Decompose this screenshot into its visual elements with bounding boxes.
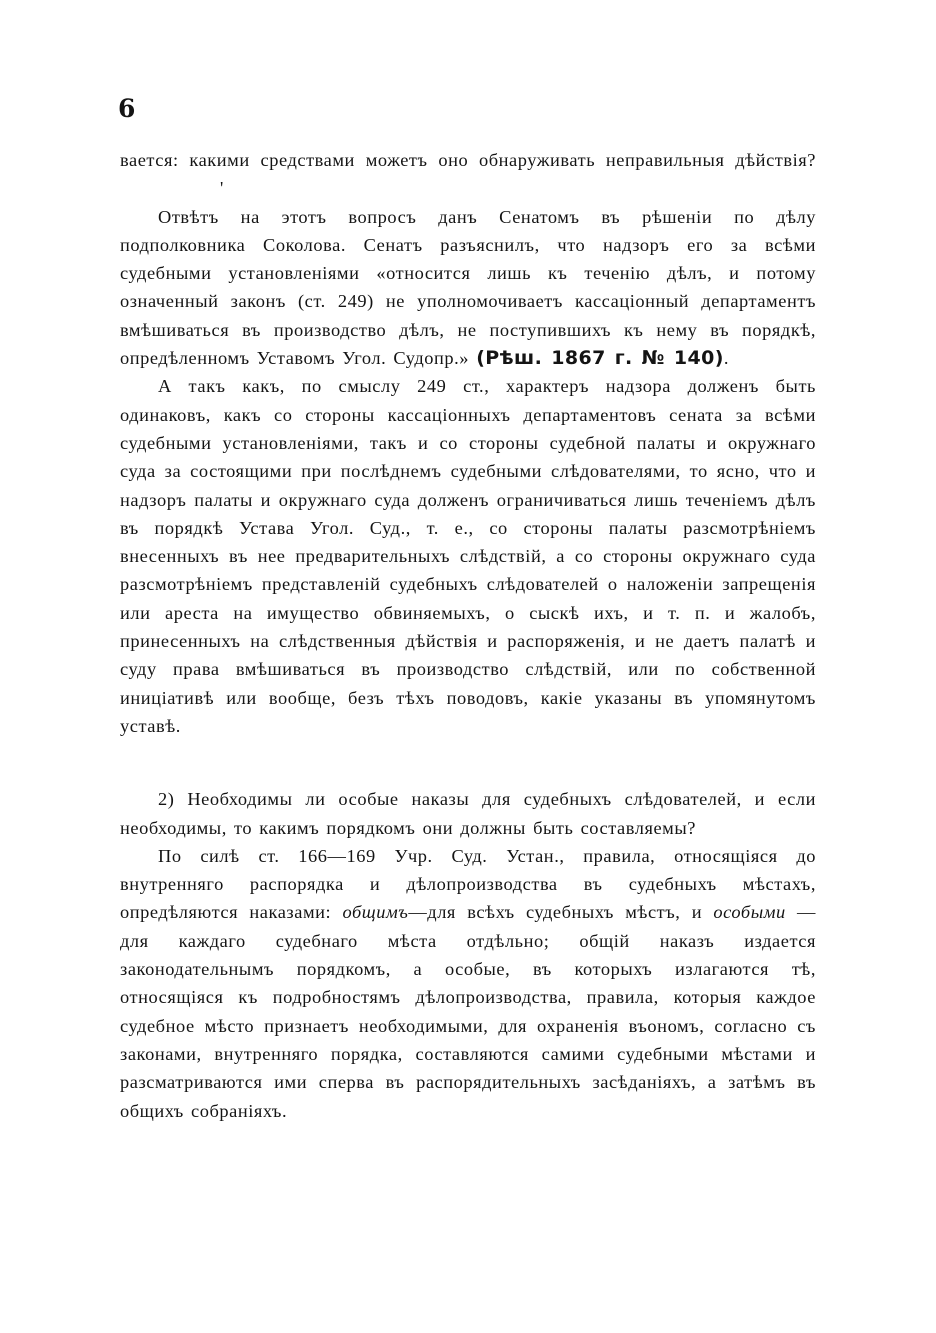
- sentence-end: .: [723, 348, 730, 369]
- supervision-paragraph: А такъ какъ, по смыслу 249 ст., характеръ надзора долженъ быть одинаковъ, какъ со стороны кассаціонныхъ департаментовъ сената за всѣми судебными установленіями, такъ и со стороны судебной палаты и окружнаго суда за состоящими при послѣднемъ судебными слѣдователями, то ясно, что и надзоръ палаты и окружнаго суда долженъ ограничиваться лишь теченіемъ дѣлъ въ порядкѣ Устава Угол. Суд., т. е., со стороны палаты разсмотрѣніемъ внесенныхъ въ нее предварительныхъ слѣдствій, а со стороны окружнаго суда разсмотрѣніемъ представленій судебныхъ слѣдователей о наложеніи запрещенія или ареста на имущество обвиняемыхъ, о сыскѣ ихъ, и т. п. и жалобъ, принесенныхъ на слѣдственныя дѣйствія и распоряженія, и не даетъ палатѣ и суду права вмѣшиваться въ производство слѣдствій, или по собственной иниціативѣ или вообще, безъ тѣхъ поводовъ, какіе указаны въ упомянутомъ уставѣ.: [120, 376, 816, 736]
- senate-answer-text: Отвѣтъ на этотъ вопросъ данъ Сенатомъ въ рѣшеніи по дѣлу подполковника Соколова. Сенатъ разъяснилъ, что надзоръ его за всѣми судебными установленіями «относится лишь къ теченію дѣлъ, и потому означенный законъ (ст. 249) не уполномочиваетъ кассаціонный департаментъ вмѣшиваться въ производство дѣлъ, не поступившихъ къ нему въ порядкѣ, опредѣленномъ Уставомъ Угол. Судопр.»: [120, 206, 816, 369]
- page-number: 6: [118, 94, 136, 123]
- section-gap: [120, 740, 816, 785]
- term-special: особыми: [713, 902, 786, 923]
- senate-answer-paragraph: [120, 203, 816, 373]
- answer-text-part1: По силѣ ст. 166—169 Учр. Суд. Устан., правила, относящіяся до внутренняго распорядка и дѣлопроизводства въ судебныхъ мѣстахъ, опредѣляются наказами:: [120, 845, 816, 923]
- term-general: общимъ: [342, 902, 409, 923]
- question-heading: 2) Необходимы ли особые наказы для судебныхъ слѣдователей, и если необходимы, то какимъ порядкомъ они должны быть составляемы?: [120, 789, 816, 838]
- answer-text-part2: —для всѣхъ судебныхъ мѣстъ, и: [408, 902, 703, 923]
- continuation-paragraph: [120, 146, 816, 203]
- answer-text-part3: — для каждаго судебнаго мѣста отдѣльно; общій наказъ издается законодательнымъ порядкомъ, а особые, въ которыхъ излагаются тѣ, относящіяся къ подробностямъ дѣлопроизводства, правила, которыя каждое судебное мѣсто признаетъ необходимыми, для охраненія въономъ, согласно съ законами, внутренняго порядка, составляются самими судебными мѣстами и разсматриваются ими сперва въ распорядительныхъ засѣданіяхъ, а затѣмъ въ общихъ собраніяхъ.: [120, 902, 816, 1121]
- page-body: [120, 146, 816, 1125]
- stray-mark: ': [220, 178, 224, 199]
- continuation-text: вается: какими средствами можетъ оно обнаруживать неправильныя дѣйствія?: [120, 150, 816, 170]
- answer-paragraph: [120, 842, 816, 1125]
- decision-reference: (Рѣш. 1867 г. № 140): [476, 347, 724, 370]
